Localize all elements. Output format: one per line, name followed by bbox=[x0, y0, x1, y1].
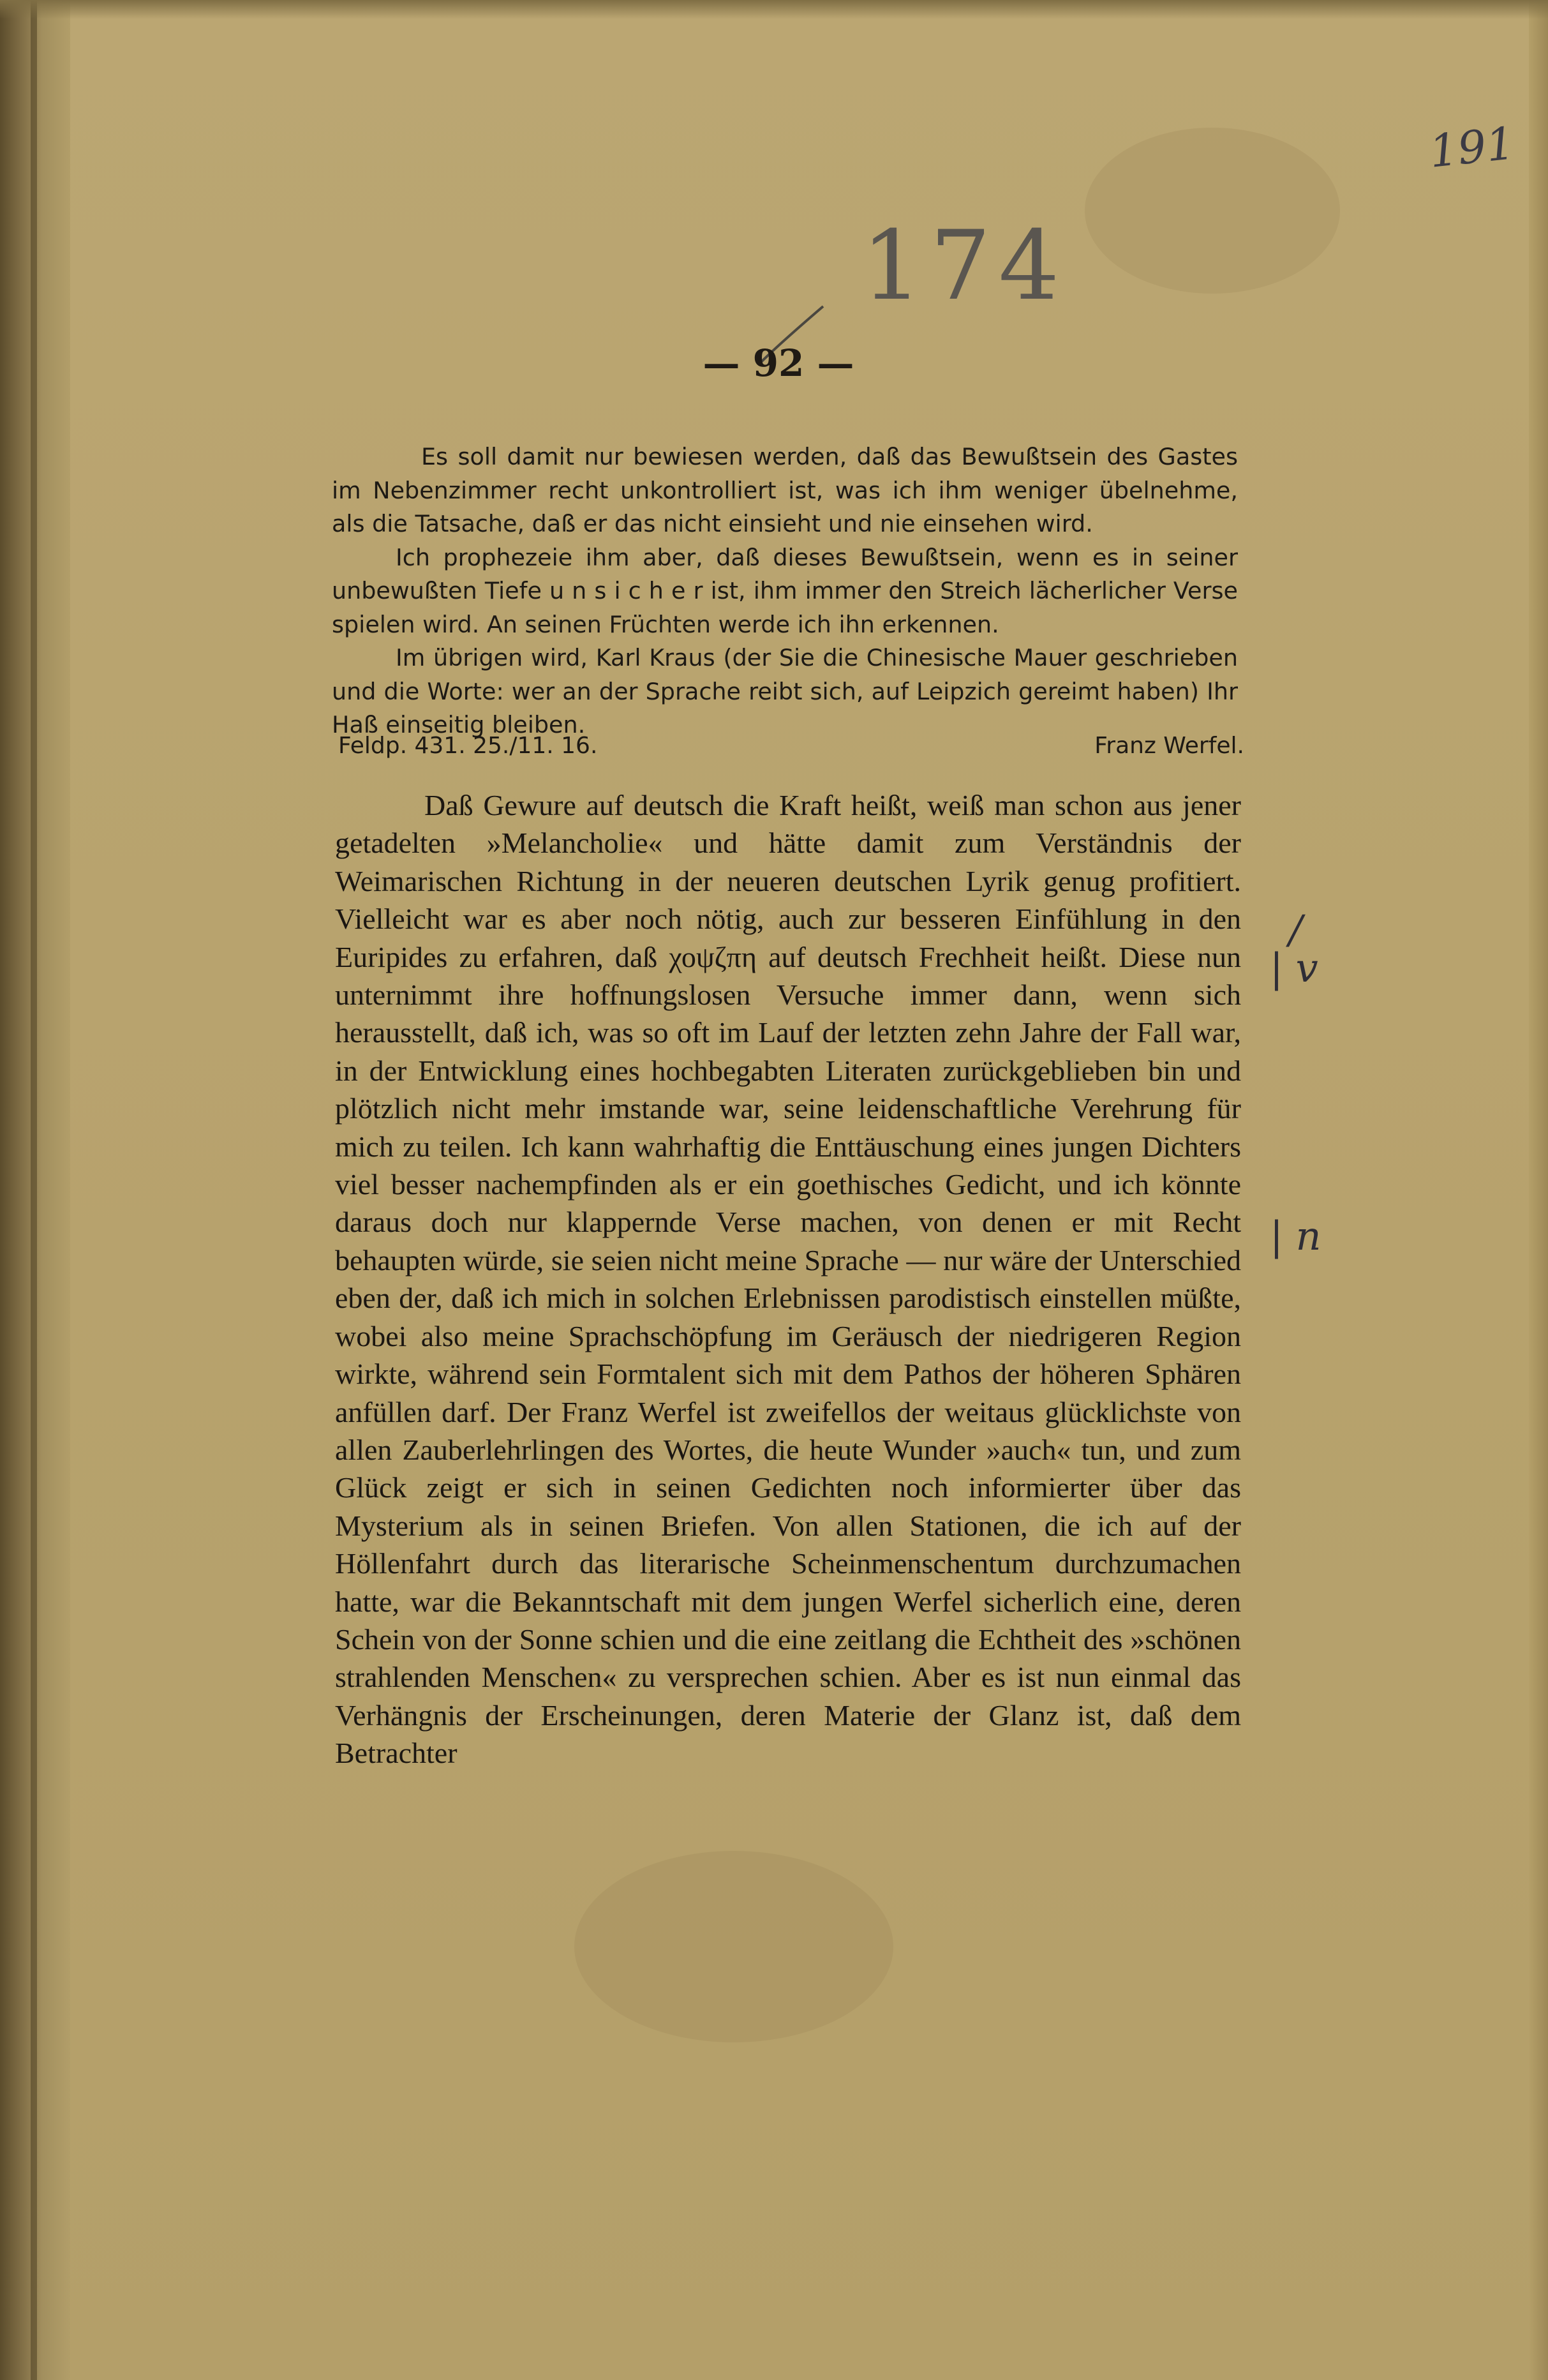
letter-signature: Franz Werfel. bbox=[1094, 733, 1244, 759]
body-paragraph: Daß Gewure auf deutsch die Kraft heißt, weiß man schon aus jener getadelten »Melancholie« und hätte damit zum Verständnis der Weimarischen Richtung in der neueren deutschen Lyrik genug profitiert. Vielleicht war es aber noch nötig, auch zur besseren Einfühlung in den Euripides zu erfahren, daß χοψζπη auf deutsch Frechheit heißt. Diese nun unternimmt ihre hoffnungslosen Versuche immer dann, wenn sich herausstellt, daß ich, was so oft im Lauf der letzten zehn Jahre der Fall war, in der Entwicklung eines hochbegabten Literaten zurückgeblieben bin und plötzlich nicht mehr imstande war, seine leidenschaftliche Verehrung für mich zu teilen. Ich kann wahrhaftig die Enttäuschung eines jungen Dichters viel besser nachempfinden als er ein goethisches Gedicht, und ich könnte daraus doch nur klappernde Verse machen, von denen er mit Recht behaupten würde, sie seien nicht meine Sprache — nur wäre der Unterschied eben der, daß ich mich in solchen Erlebnissen parodistisch einstellen müßte, wobei also meine Sprachschöpfung im Geräusch der niedrigeren Region wirkte, während sein Formtalent sich mit dem Pathos der höheren Sphären anfüllen darf. Der Franz Werfel ist zweifellos der weitaus glücklichste von allen Zauberlehrlingen des Wortes, die heute Wunder »auch« tun, und zum Glück zeigt er sich in seinen Gedichten noch informierter über das Mysterium als in seinen Briefen. Von allen Stationen, die ich auf der Höllenfahrt durch das literarische Scheinmenschentum durchzumachen hatte, war die Bekanntschaft mit dem jungen Werfel sicherlich eine, deren Schein von der Sonne schien und die eine zeitlang die Echtheit des »schönen strahlenden Menschen« zu versprechen schien. Aber es ist nun einmal das Verhängnis der Erscheinungen, deren Materie der Glanz ist, daß dem Betrachter bbox=[335, 789, 1241, 1770]
margin-note: | n bbox=[1270, 1213, 1321, 1259]
paper-stain bbox=[1085, 128, 1340, 294]
body-text bbox=[335, 786, 1241, 1772]
letter-place-date: Feldp. 431. 25./11. 16. bbox=[338, 733, 598, 759]
margin-note: | v bbox=[1270, 945, 1318, 991]
folio-number: 191 bbox=[1427, 117, 1517, 178]
letter-paragraph: Im übrigen wird, Karl Kraus (der Sie die Chinesische Mauer geschrieben und die Worte: wer an der Sprache reibt sich, auf Leipzich gereimt haben) Ihr Haß einseitig bleiben. bbox=[332, 644, 1238, 738]
binding-edge bbox=[31, 0, 37, 2380]
pencil-number: 174 bbox=[861, 211, 1068, 322]
quoted-letter bbox=[332, 440, 1238, 742]
letter-paragraph: Ich prophezeie ihm aber, daß dieses Bewußtsein, wenn es in seiner unbewußten Tiefe u n s i c h e r ist, ihm immer den Streich lächerlicher Verse spielen wird. An seinen Früchten werde ich ihn erkennen. bbox=[332, 543, 1238, 638]
page-number: — 92 — bbox=[703, 341, 854, 385]
page-right-edge bbox=[1529, 0, 1548, 2380]
margin-note: / bbox=[1289, 906, 1302, 953]
page-top-shadow bbox=[0, 0, 1548, 19]
letter-paragraph: Es soll damit nur bewiesen werden, daß das Bewußtsein des Gastes im Nebenzimmer recht unkontrolliert ist, was ich ihm weniger übelnehme, als die Tatsache, daß er das nicht einsieht und nie einsehen wird. bbox=[332, 443, 1238, 537]
paper-stain bbox=[574, 1851, 893, 2042]
